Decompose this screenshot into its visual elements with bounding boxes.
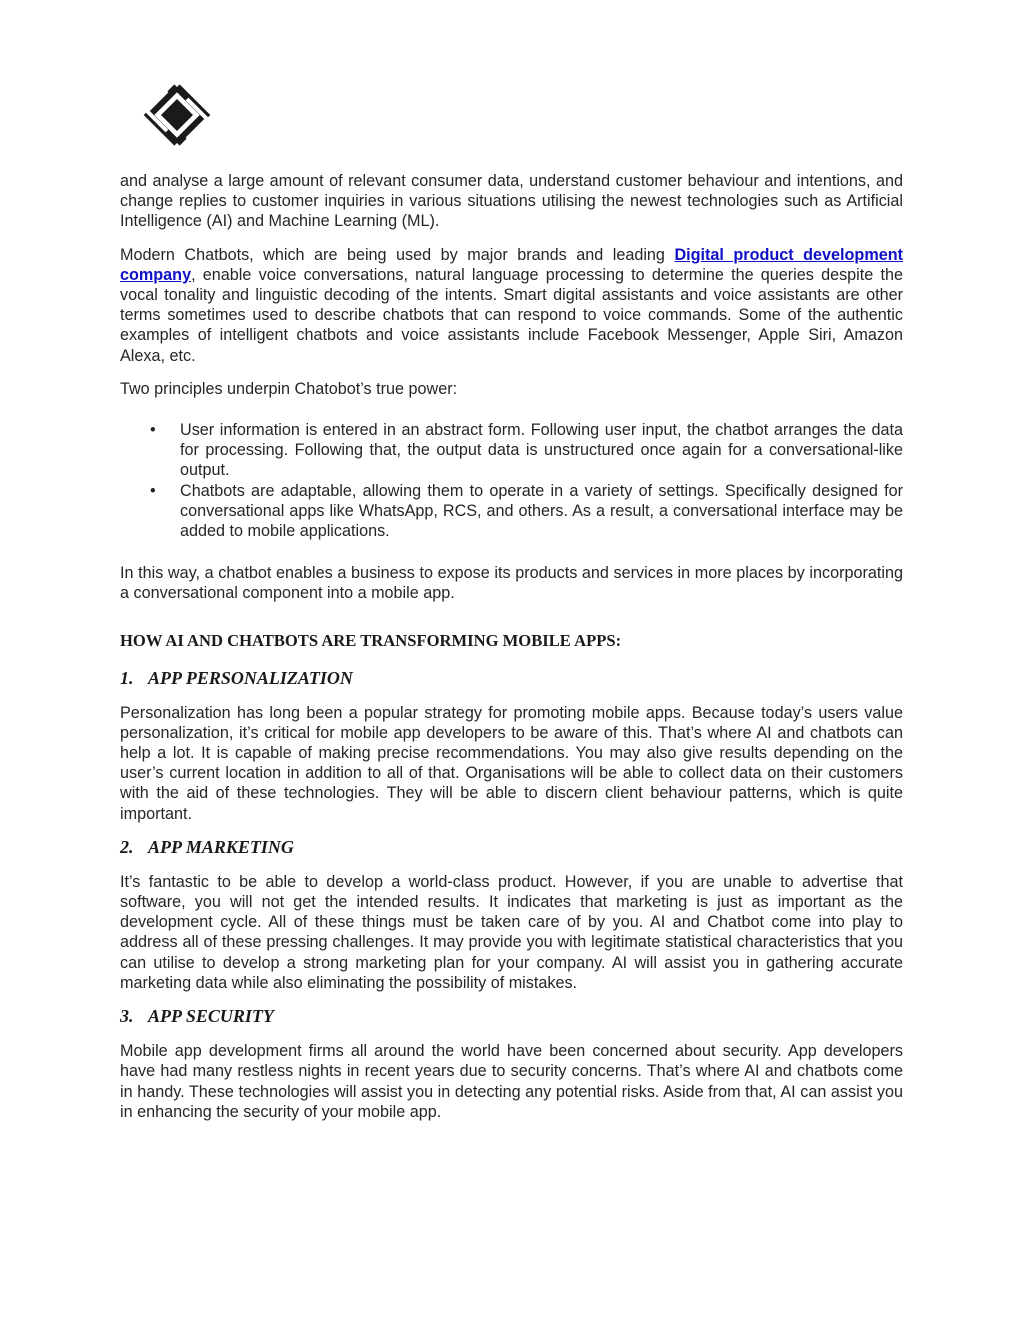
paragraph-modern-chatbots (120, 245, 903, 366)
bullet-icon: • (150, 481, 156, 500)
section-number: 2. (120, 836, 134, 857)
diamond-logo-icon (138, 82, 216, 148)
paragraph-text-before-link: Modern Chatbots, which are being used by major brands and leading (120, 245, 675, 264)
section-number: 3. (120, 1006, 134, 1027)
section-title: APP SECURITY (148, 1006, 274, 1027)
section-heading-personalization (120, 667, 903, 689)
section-body-security: Mobile app development firms all around the world have been concerned about security. App developers have had many restless nights in recent years due to security concerns. That’s where AI and chatbots come in handy. These technologies will assist you in detecting any potential risks. Aside from that, AI can assist you in enhancing the security of your mobile app. (120, 1042, 903, 1121)
paragraph-two-principles: Two principles underpin Chatobot’s true power: (120, 379, 458, 398)
bullet-icon: • (150, 421, 156, 440)
principles-list (120, 420, 903, 541)
section-body-marketing: It’s fantastic to be able to develop a world-class product. However, if you are unable to advertise that software, you will not get the intended results. It indicates that marketing is just as important as the development cycle. All of these things must be taken care of by you. AI and Chatbot come into play to address all of these pressing challenges. It may provide you with legitimate statistical characteristics that you can utilise to develop a strong marketing plan for your company. AI will assist you in gathering accurate marketing data while also eliminating the possibility of mistakes. (120, 872, 903, 992)
main-heading: HOW AI AND CHATBOTS ARE TRANSFORMING MOBILE APPS: (120, 630, 622, 650)
section-heading-marketing (120, 836, 903, 858)
article-body (120, 171, 903, 1122)
section-title: APP PERSONALIZATION (148, 667, 353, 688)
paragraph-text-after-link: , enable voice conversations, natural language processing to determine the queries despite the vocal tonality and linguistic decoding of the intents. Smart digital assistants and voice assistants are other terms sometimes used to describe chatbots that can respond to voice commands. Some of the authentic examples of intelligent chatbots and voice assistants include Facebook Messenger, Apple Siri, Amazon Alexa, etc. (120, 265, 903, 365)
list-item-text: Chatbots are adaptable, allowing them to operate in a variety of settings. Specifically designed for conversational apps like WhatsApp, RCS, and others. As a result, a conversational interface may be added to mobile applications. (180, 481, 903, 541)
section-heading-security (120, 1005, 903, 1027)
section-body-personalization: Personalization has long been a popular strategy for promoting mobile apps. Because today’s users value personalization, it’s critical for mobile app developers to be aware of this. That’s where AI and chatbots can help a lot. It is capable of making precise recommendations. You may also give results depending on the user’s current location in addition to all of that. Organisations will be able to collect data on their customers with the aid of these technologies. They will be able to discern client behaviour patterns, which is quite important. (120, 703, 903, 823)
list-item (120, 420, 903, 481)
section-number: 1. (120, 667, 134, 688)
list-item-text: User information is entered in an abstract form. Following user input, the chatbot arranges the data for processing. Following that, the output data is unstructured once again for a conversational-like output. (180, 421, 903, 480)
paragraph-intro-continued: and analyse a large amount of relevant consumer data, understand customer behaviour and intentions, and change replies to customer inquiries in various situations utilising the newest technologies such as Artificial Intelligence (AI) and Machine Learning (ML). (120, 172, 903, 231)
paragraph-in-this-way: In this way, a chatbot enables a business to expose its products and services in more places by incorporating a conversational component into a mobile app. (120, 564, 903, 603)
section-title: APP MARKETING (148, 836, 294, 857)
digital-product-development-link[interactable]: Digital product development company (120, 245, 903, 284)
list-item (120, 481, 903, 542)
